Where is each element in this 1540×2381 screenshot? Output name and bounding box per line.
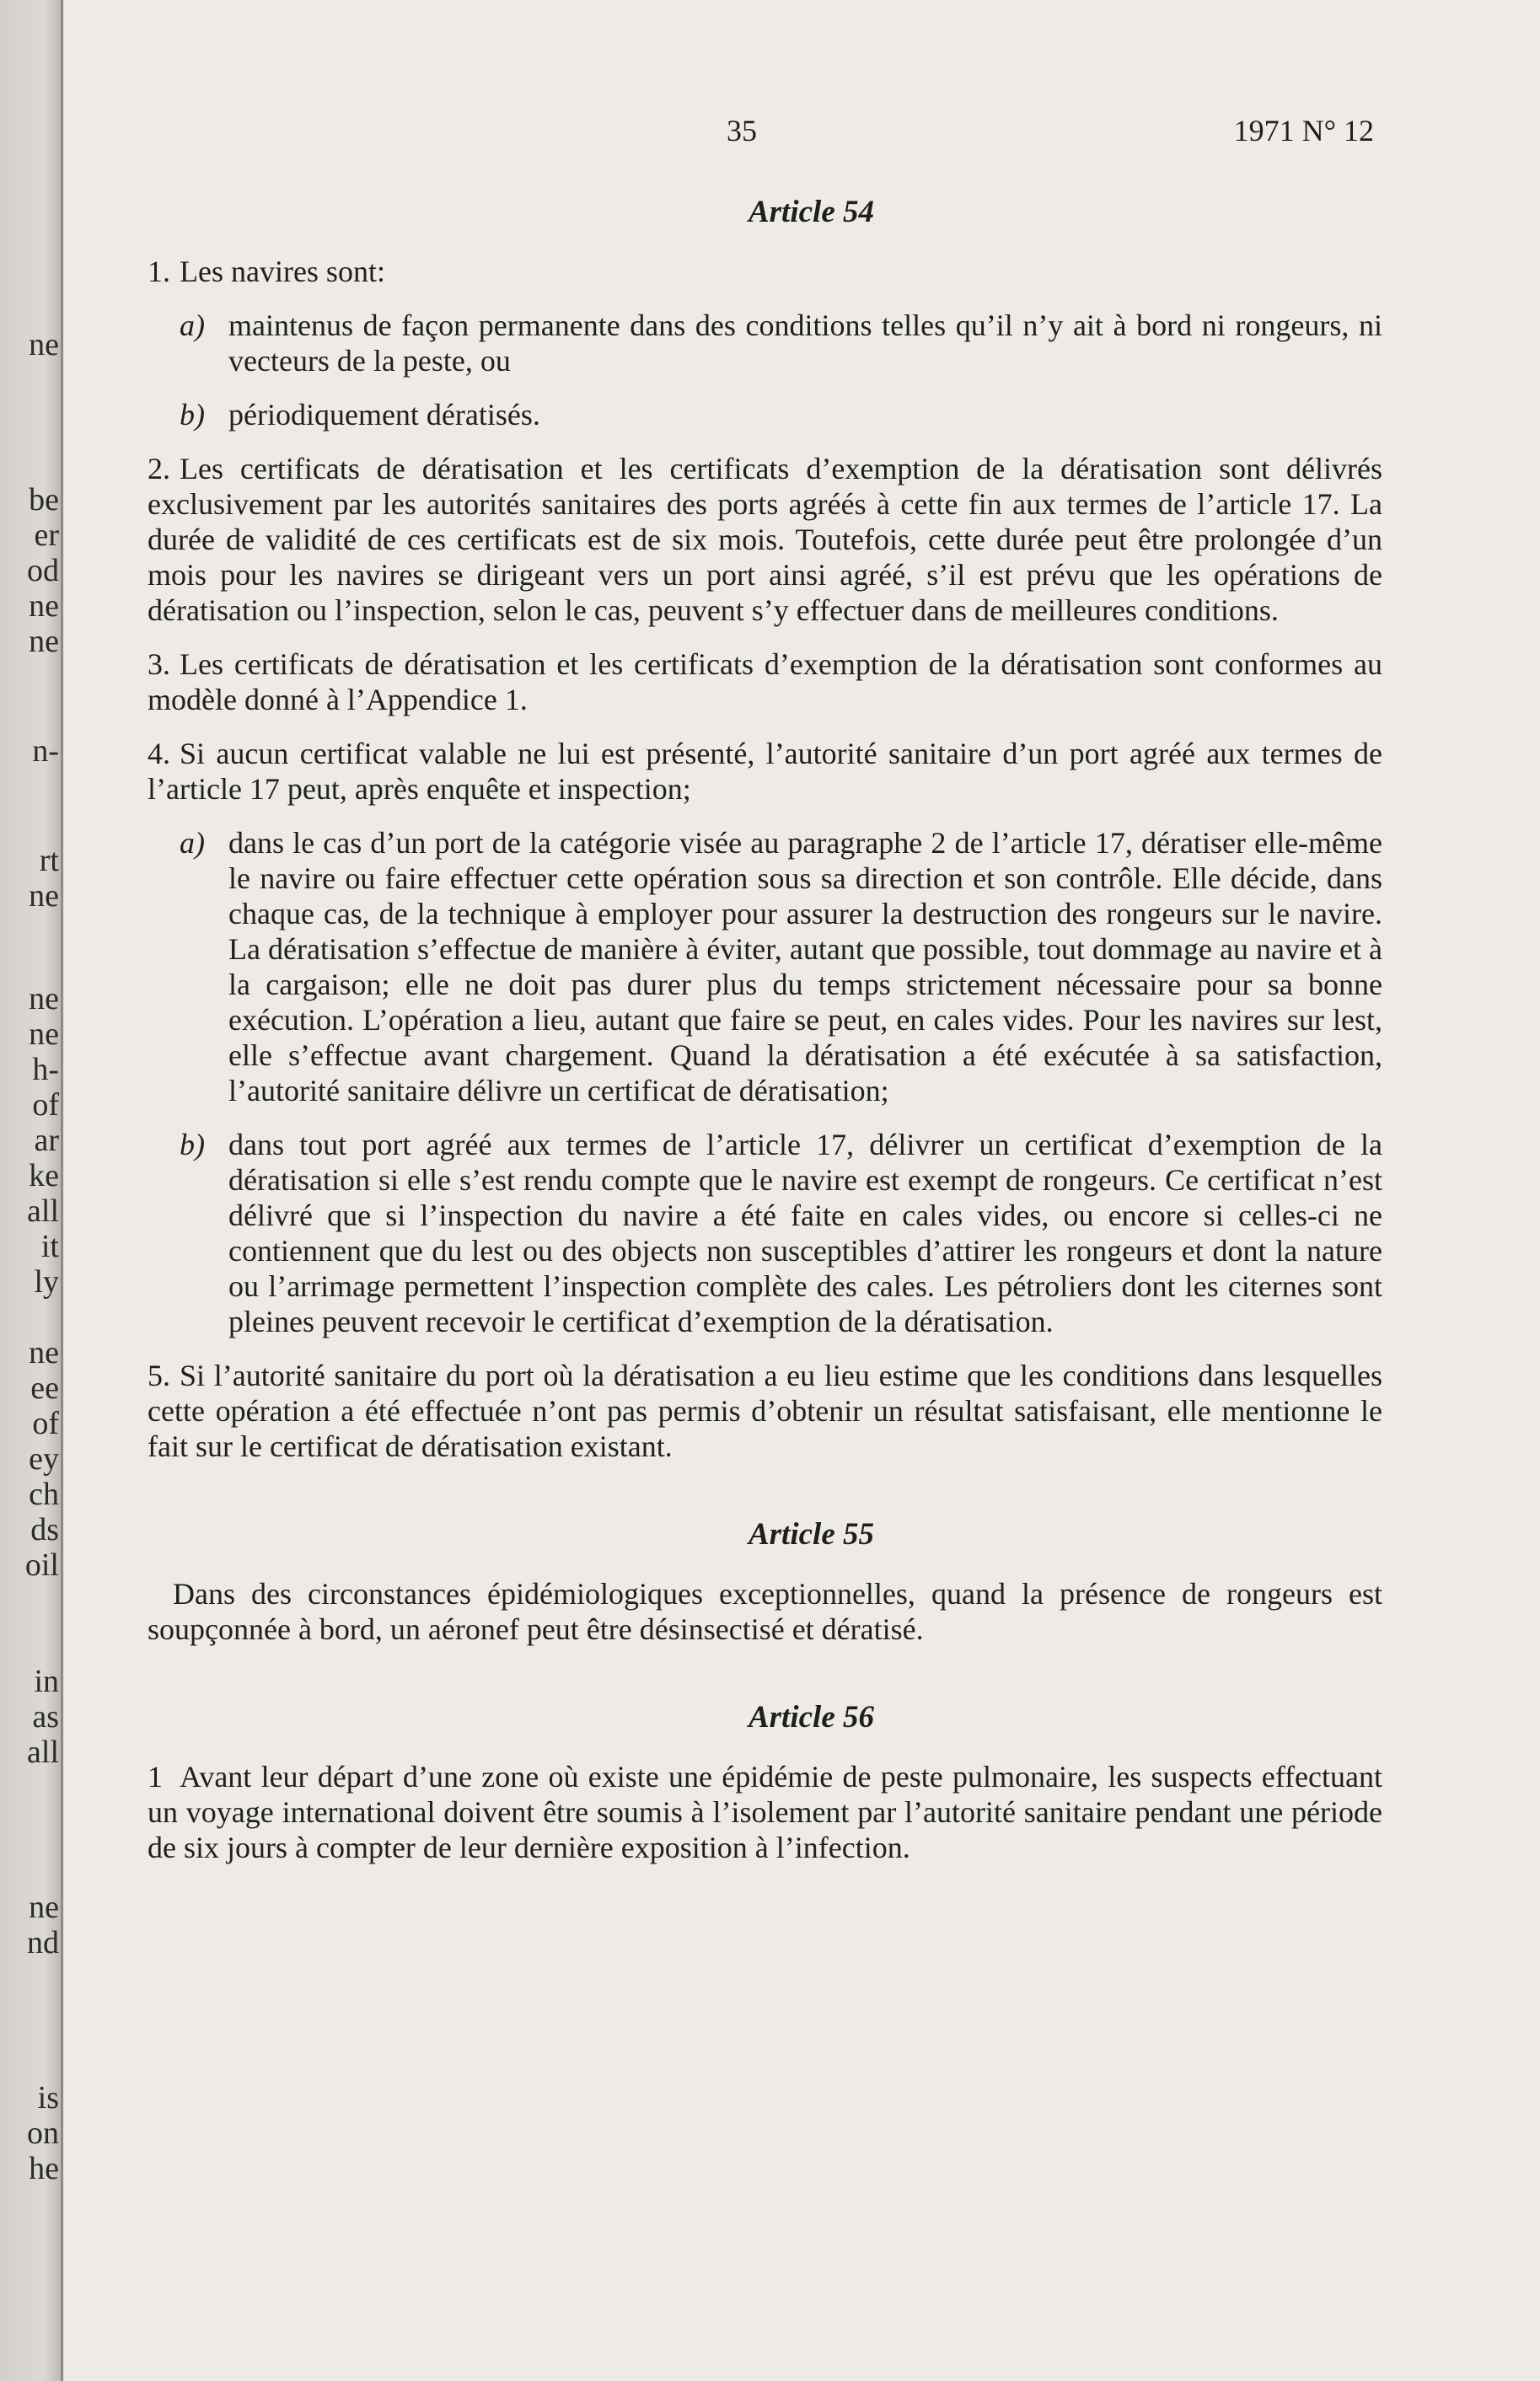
subitem-letter: a): [180, 826, 205, 860]
margin-fragment: nd: [27, 1925, 59, 1960]
margin-fragment: oil: [24, 1547, 59, 1583]
margin-fragment: ne: [29, 878, 59, 914]
paragraph-text: Avant leur départ d’une zone où existe une épidémie de peste pulmonaire, les suspects effectuant un voyage international doivent être soumis à l’isolement par l’autorité sanitaire pendant une période de six jours à compter de leur dernière exposition à l’infection.: [148, 1760, 1382, 1864]
paragraph-number: 1.: [148, 255, 170, 288]
subitem-text: dans le cas d’un port de la catégorie visée au paragraphe 2 de l’article 17, dératiser elle-même le navire ou faire effectuer cette opération sous sa direction et son contrôle. Elle décide, dans chaque cas, de la technique à employer pour assurer la destruction des rongeurs sur le navire. La dératisation s’effectue de manière à éviter, autant que possible, tout dommage au navire et à la cargaison; elle ne doit pas durer plus du temps strictement nécessaire pour sa bonne exécution. L’opération a lieu, autant que faire se peut, en cales vides. Pour les navires sur lest, elle s’effectue avant chargement. Quand la dératisation a été exécutée à sa satisfaction, l’autorité sanitaire délivre un certificat de dératisation;: [228, 826, 1382, 1107]
margin-fragment: ne: [29, 1890, 59, 1925]
paragraph-text: Les certificats de dératisation et les certificats d’exemption de la dératisation sont conformes au modèle donné à l’Appendice 1.: [148, 647, 1382, 716]
paragraph-number: 2.: [148, 452, 170, 485]
paragraph-1: [148, 1759, 1382, 1865]
page-number: 35: [727, 114, 757, 147]
margin-fragment: he: [29, 2151, 59, 2186]
subitem-text: dans tout port agréé aux termes de l’article 17, délivrer un certificat d’exemption de la dératisation si elle s’est rendu compte que le navire est exempt de rongeurs. Ce certificat n’est délivré que si l’inspection du navire a été faite en cales vides, ou encore si celles-ci ne contiennent que du lest ou des objects non susceptibles d’attirer les rongeurs et dont la nature ou l’arrimage permettent l’inspection complète des cales. Les pétroliers dont les citernes sont pleines peuvent recevoir le certificat d’exemption de la dératisation.: [228, 1128, 1382, 1338]
subitem-letter: b): [180, 398, 205, 432]
article-title: Article 54: [748, 195, 874, 229]
subitem-b: [148, 1127, 1382, 1339]
margin-fragment: ly: [34, 1264, 59, 1300]
margin-fragment: in: [34, 1664, 59, 1699]
series-number: 1971 N° 12: [1233, 114, 1374, 147]
margin-fragment: ne: [29, 1335, 59, 1370]
article-text: Dans des circonstances épidémiologiques exceptionnelles, quand la présence de rongeurs est soupçonnée à bord, un aéronef peut être désinsectisé et dératisé.: [148, 1577, 1382, 1646]
margin-fragment: ne: [29, 624, 59, 659]
margin-fragment: ch: [29, 1477, 59, 1512]
paragraph-text: Les navires sont:: [180, 255, 385, 288]
subitem-letter: a): [180, 308, 205, 342]
margin-fragment: ey: [29, 1441, 59, 1477]
subitem-text: périodiquement dératisés.: [228, 398, 540, 432]
margin-fragment: of: [32, 1406, 59, 1441]
article-55: [148, 1516, 1382, 1647]
margin-fragment: ke: [29, 1158, 59, 1193]
margin-fragment: all: [27, 1735, 59, 1770]
margin-fragment: is: [37, 2080, 59, 2116]
paragraph-3: [148, 646, 1382, 717]
margin-fragment: as: [32, 1699, 59, 1735]
margin-fragment: ne: [29, 327, 59, 362]
margin-fragment: rt: [39, 843, 59, 878]
binding-edge: [61, 0, 63, 2381]
article-title: Article 56: [748, 1700, 874, 1735]
margin-fragment: ee: [30, 1370, 59, 1406]
paragraph-4: [148, 736, 1382, 807]
subitem-a: [148, 308, 1382, 378]
paragraph-text: Les certificats de dératisation et les certificats d’exemption de la dératisation sont délivrés exclusivement par les autorités sanitaires des ports agréés à cette fin aux termes de l’article 17. La durée de validité de ces certificats est de six mois. Toutefois, cette durée peut être prolongée d’un mois pour les navires se dirigeant vers un port ainsi agréé, s’il est prévu que les opérations de dératisation ou l’inspection, selon le cas, peuvent s’y effectuer dans de meilleures conditions.: [148, 452, 1382, 627]
paragraph-5: [148, 1358, 1382, 1464]
margin-fragment: all: [27, 1193, 59, 1229]
subitem-letter: b): [180, 1128, 205, 1161]
margin-fragment: h-: [32, 1052, 59, 1087]
paragraph-2: [148, 451, 1382, 628]
paragraph-text: Si aucun certificat valable ne lui est présenté, l’autorité sanitaire d’un port agréé aux termes de l’article 17 peut, après enquête et inspection;: [148, 737, 1382, 806]
paragraph-text: Si l’autorité sanitaire du port où la dératisation a eu lieu estime que les conditions dans lesquelles cette opération a été effectuée n’ont pas permis d’obtenir un résultat satisfaisant, elle mentionne le fait sur le certificat de dératisation existant.: [148, 1359, 1382, 1463]
paragraph-number: 4.: [148, 737, 170, 770]
article-54: [148, 194, 1382, 1464]
margin-fragment: it: [40, 1229, 59, 1264]
subitem-text: maintenus de façon permanente dans des conditions telles qu’il n’y ait à bord ni rongeurs, ni vecteurs de la peste, ou: [228, 308, 1382, 378]
document-body: [148, 194, 1382, 1884]
subitem-a: [148, 825, 1382, 1108]
paragraph-number: 5.: [148, 1359, 170, 1392]
margin-fragment: od: [27, 553, 59, 588]
margin-fragment: er: [34, 517, 59, 553]
paragraph-number: 1: [148, 1760, 163, 1794]
paragraph-1: [148, 254, 1382, 289]
margin-fragment: ar: [34, 1123, 59, 1158]
article-56: [148, 1699, 1382, 1865]
margin-fragment: of: [32, 1087, 59, 1123]
section-spacer: [148, 1665, 1382, 1699]
margin-fragment: ne: [29, 981, 59, 1016]
article-title: Article 55: [748, 1517, 874, 1552]
margin-fragment: on: [27, 2116, 59, 2151]
subitem-b: [148, 397, 1382, 432]
margin-fragment: n-: [32, 733, 59, 769]
page-header: [0, 113, 1540, 155]
margin-fragment: ne: [29, 1016, 59, 1052]
margin-fragment: ne: [29, 588, 59, 624]
paragraph-number: 3.: [148, 647, 170, 681]
margin-fragment: ds: [30, 1512, 59, 1547]
section-spacer: [148, 1483, 1382, 1516]
margin-fragment: be: [29, 482, 59, 517]
